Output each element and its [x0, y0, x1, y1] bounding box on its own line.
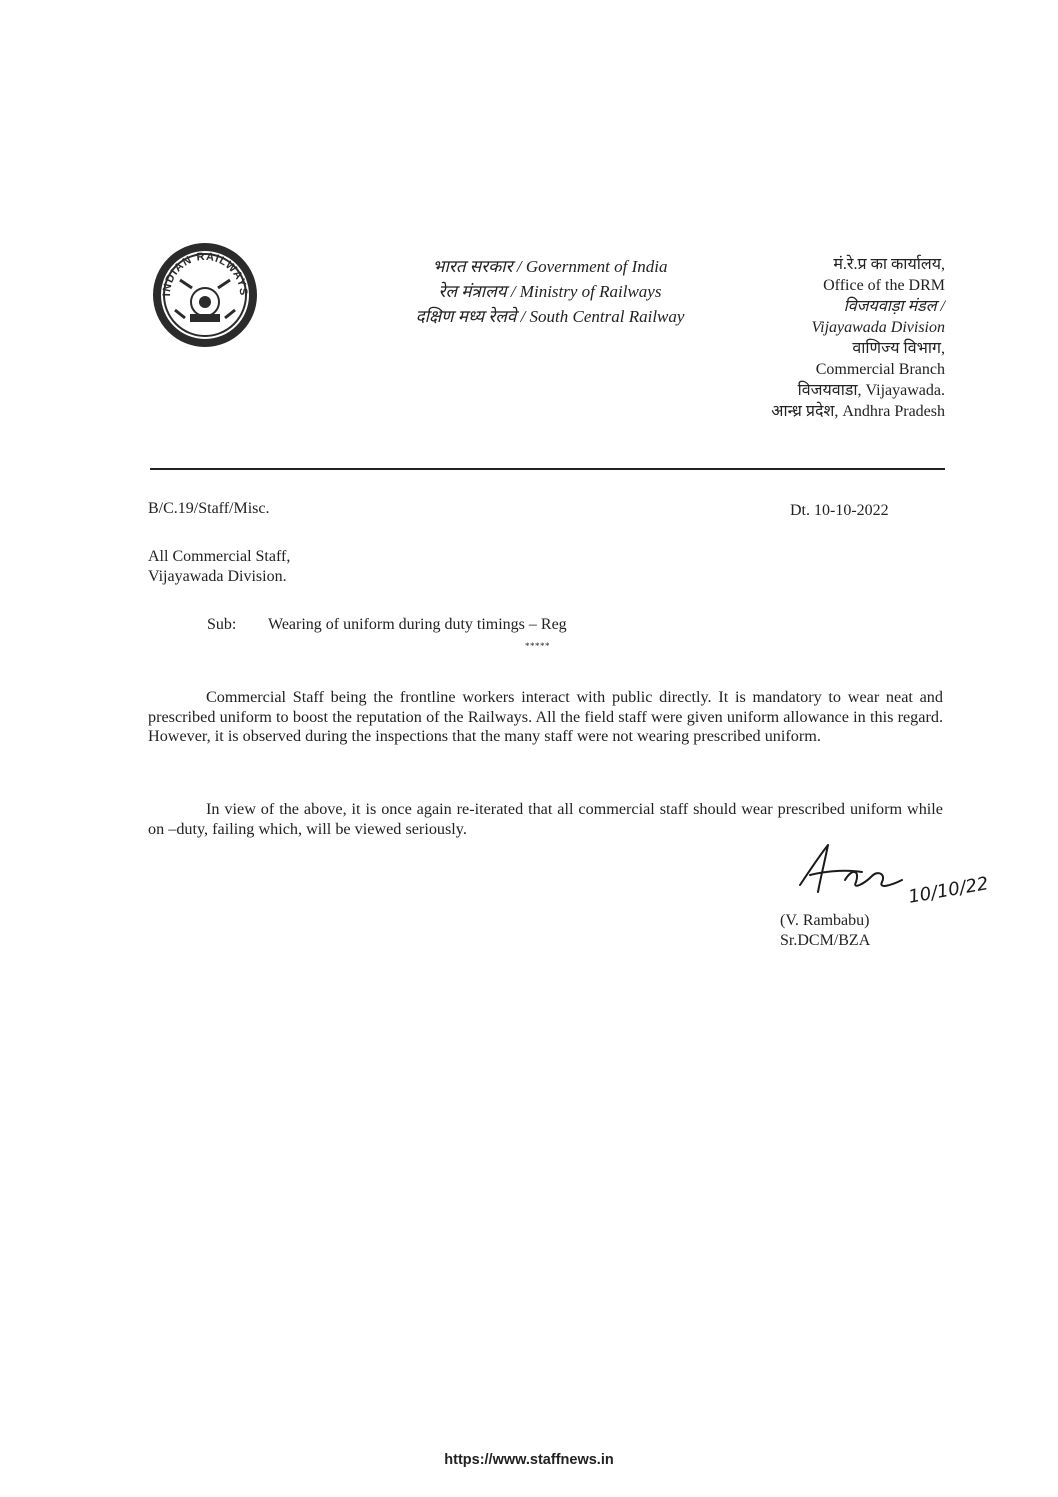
- paragraph-text: Commercial Staff being the frontline workers interact with public directly. It is mandatory to wear neat and prescribed uniform to boost the reputation of the Railways. All the field staff were given uniform allowance in this regard. However, it is observed during the inspections that the many staff were not wearing prescribed uniform.: [148, 688, 943, 745]
- office-line: विजयवाड़ा मंडल /: [843, 298, 945, 315]
- addressee-line: Vijayawada Division.: [148, 568, 287, 585]
- subject-separator: *****: [525, 641, 550, 651]
- addressee-line: All Commercial Staff,: [148, 548, 291, 565]
- reference-number: B/C.19/Staff/Misc.: [148, 500, 270, 517]
- header-line-government: भारत सरकार / Government of India: [432, 257, 668, 276]
- paragraph-text: In view of the above, it is once again re-iterated that all commercial staff should wear prescribed uniform while on –duty, failing which, will be viewed seriously.: [148, 800, 943, 838]
- body-paragraph-1: [148, 688, 943, 747]
- subject-label: Sub:: [207, 616, 237, 633]
- office-line: Vijayawada Division: [811, 319, 945, 336]
- office-line: मं.रे.प्र का कार्यालय,: [833, 256, 945, 273]
- office-line: आन्ध्र प्रदेश, Andhra Pradesh: [771, 403, 945, 420]
- signature-date: 10/10/22: [906, 873, 991, 908]
- signatory-designation: Sr.DCM/BZA: [780, 932, 871, 949]
- header-line-railway: दक्षिण मध्य रेलवे / South Central Railway: [415, 307, 685, 326]
- body-paragraph-2: [148, 800, 943, 839]
- header-line-ministry: रेल मंत्रालय / Ministry of Railways: [438, 282, 662, 301]
- office-address: [650, 254, 945, 422]
- office-line: Office of the DRM: [823, 277, 945, 294]
- office-line: Commercial Branch: [815, 361, 945, 378]
- emblem-text: INDIAN RAILWAYS: [160, 250, 250, 297]
- letter-date: Dt. 10-10-2022: [790, 502, 889, 519]
- office-line: विजयवाडा, Vijayawada.: [797, 382, 945, 399]
- subject-text: Wearing of uniform during duty timings – Reg: [268, 616, 567, 633]
- footer-url[interactable]: https://www.staffnews.in: [444, 1452, 614, 1468]
- header-divider: [150, 468, 945, 470]
- indian-railways-emblem: [150, 240, 260, 350]
- office-line: वाणिज्य विभाग,: [852, 340, 945, 357]
- signatory-name: (V. Rambabu): [780, 912, 870, 929]
